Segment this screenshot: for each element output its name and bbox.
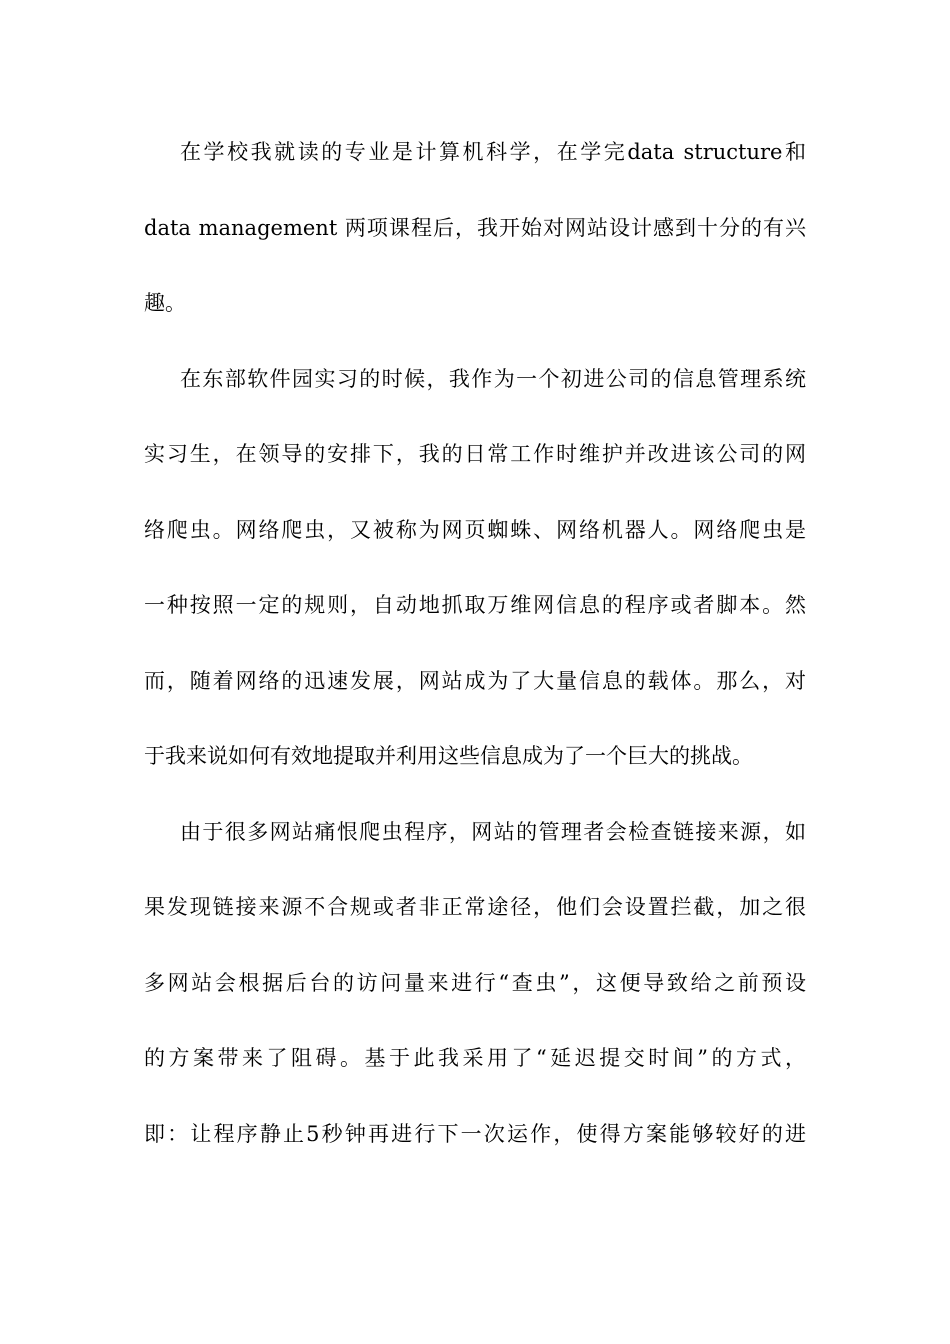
paragraph-line: data management 两项课程后，我开始对网站设计感到十分的有兴	[144, 215, 806, 240]
paragraph-2	[144, 360, 806, 813]
paragraph-line: 实习生，在领导的安排下，我的日常工作时维护并改进该公司的网	[144, 442, 806, 466]
paragraph-line: 果发现链接来源不合规或者非正常途径，他们会设置拦截，加之很	[144, 895, 806, 919]
paragraph-3	[144, 813, 806, 1191]
paragraph-line: 在学校我就读的专业是计算机科学，在学完data structure和	[180, 140, 806, 164]
paragraph-line: 在东部软件园实习的时候，我作为一个初进公司的信息管理系统	[180, 366, 806, 391]
paragraph-line: 多网站会根据后台的访问量来进行“查虫”，这便导致给之前预设	[144, 970, 806, 995]
paragraph-line: 而，随着网络的迅速发展，网站成为了大量信息的载体。那么，对	[144, 668, 806, 693]
paragraph-line: 一种按照一定的规则，自动地抓取万维网信息的程序或者脚本。然	[144, 593, 806, 617]
paragraph-line: 络爬虫。网络爬虫，又被称为网页蜘蛛、网络机器人。网络爬虫是	[144, 517, 806, 542]
document-body	[144, 133, 806, 1190]
paragraph-line: 的方案带来了阻碍。基于此我采用了“延迟提交时间”的方式，	[144, 1046, 806, 1070]
paragraph-line: 即：让程序静止5秒钟再进行下一次运作，使得方案能够较好的进	[144, 1121, 806, 1146]
paragraph-line: 由于很多网站痛恨爬虫程序，网站的管理者会检查链接来源，如	[180, 819, 806, 844]
paragraph-line: 趣。	[144, 291, 186, 315]
paragraph-1	[144, 133, 806, 360]
paragraph-line: 于我来说如何有效地提取并利用这些信息成为了一个巨大的挑战。	[144, 744, 753, 768]
